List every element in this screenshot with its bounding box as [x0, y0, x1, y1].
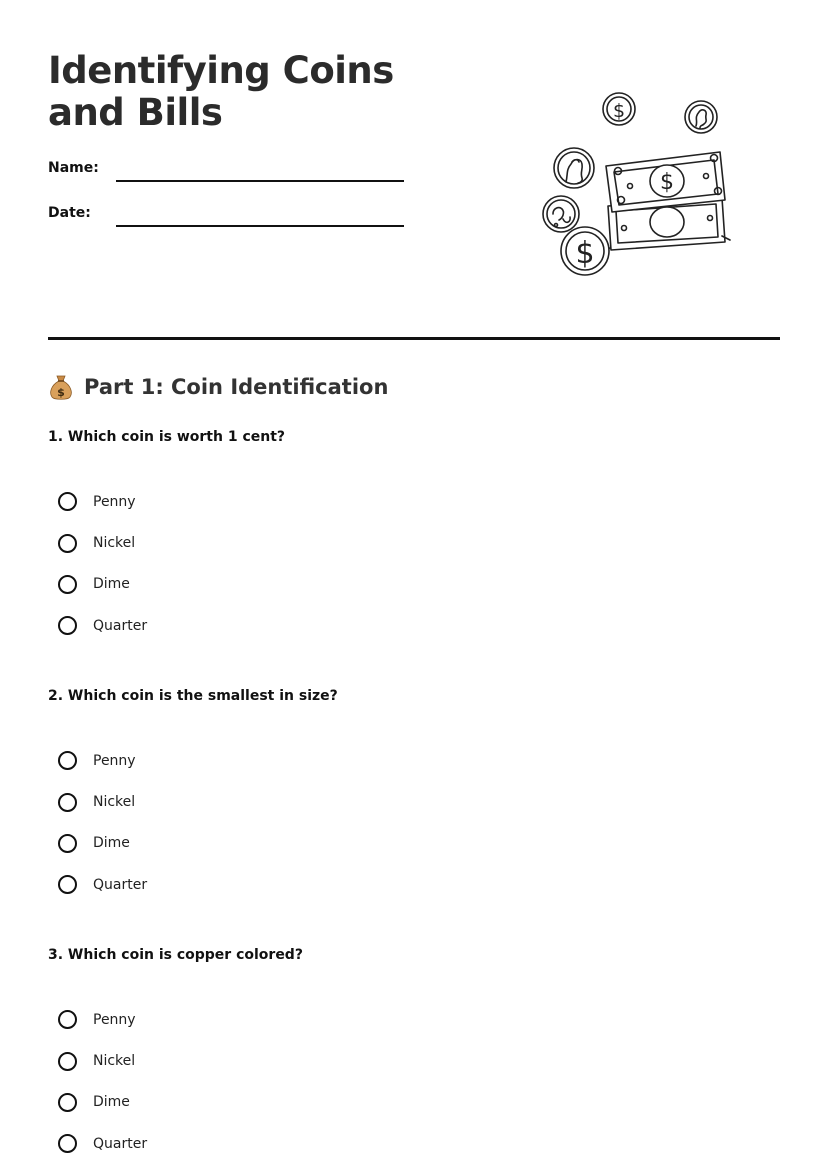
option-penny[interactable]: [48, 481, 348, 522]
radio-button[interactable]: [58, 1134, 77, 1153]
option-penny[interactable]: [48, 999, 348, 1040]
option-nickel[interactable]: [48, 522, 348, 563]
radio-button[interactable]: [58, 834, 77, 853]
option-label: Dime: [93, 576, 130, 593]
option-label: Nickel: [93, 535, 136, 552]
money-bag-icon: [48, 373, 74, 401]
question-2: [48, 686, 748, 893]
svg-text:$: $: [57, 386, 65, 399]
radio-button[interactable]: [58, 1010, 77, 1029]
option-label: Quarter: [93, 876, 148, 893]
question-text: 3. Which coin is copper colored?: [48, 947, 303, 963]
option-label: Nickel: [93, 1053, 136, 1070]
option-dime[interactable]: [48, 564, 348, 605]
svg-text:$: $: [612, 100, 626, 122]
radio-button[interactable]: [58, 492, 77, 511]
name-field[interactable]: [116, 180, 404, 182]
radio-button[interactable]: [58, 616, 77, 635]
radio-button[interactable]: [58, 751, 77, 770]
radio-button[interactable]: [58, 1093, 77, 1112]
option-quarter[interactable]: [48, 1123, 348, 1164]
coin-dollar-icon: [603, 93, 635, 125]
question-text: 1. Which coin is worth 1 cent?: [48, 429, 286, 445]
question-1: [48, 427, 748, 634]
option-label: Penny: [93, 752, 136, 769]
radio-button[interactable]: [58, 1052, 77, 1071]
section-divider: [48, 337, 780, 340]
option-dime[interactable]: [48, 1082, 348, 1123]
options-list: [48, 481, 348, 647]
question-3: [48, 945, 748, 1152]
option-nickel[interactable]: [48, 781, 348, 822]
option-penny[interactable]: [48, 740, 348, 781]
svg-text:$: $: [575, 236, 595, 271]
coin-large-dollar-icon: [561, 227, 609, 275]
coin-swirl-icon: [543, 196, 579, 232]
option-quarter[interactable]: [48, 605, 348, 646]
name-label: Name:: [48, 160, 99, 176]
option-label: Nickel: [93, 794, 136, 811]
option-dime[interactable]: [48, 823, 348, 864]
option-label: Quarter: [93, 1135, 148, 1152]
option-nickel[interactable]: [48, 1040, 348, 1081]
option-label: Penny: [93, 1011, 136, 1028]
part1-heading: [48, 373, 388, 401]
coin-bust-icon: [554, 148, 594, 188]
part1-heading-text: Part 1: Coin Identification: [84, 375, 389, 399]
radio-button[interactable]: [58, 793, 77, 812]
coins-and-bills-icon: [536, 88, 736, 283]
date-label: Date:: [48, 205, 91, 221]
coin-profile-icon: [685, 101, 717, 133]
option-label: Quarter: [93, 617, 148, 634]
radio-button[interactable]: [58, 875, 77, 894]
question-text: 2. Which coin is the smallest in size?: [48, 688, 338, 704]
radio-button[interactable]: [58, 575, 77, 594]
option-label: Dime: [93, 1094, 130, 1111]
worksheet-title: Identifying Coins and Bills: [48, 49, 394, 134]
radio-button[interactable]: [58, 534, 77, 553]
option-label: Dime: [93, 835, 130, 852]
options-list: [48, 740, 348, 906]
option-label: Penny: [93, 493, 136, 510]
option-quarter[interactable]: [48, 864, 348, 905]
options-list: [48, 999, 348, 1165]
svg-text:$: $: [660, 170, 674, 195]
date-field[interactable]: [116, 225, 404, 227]
